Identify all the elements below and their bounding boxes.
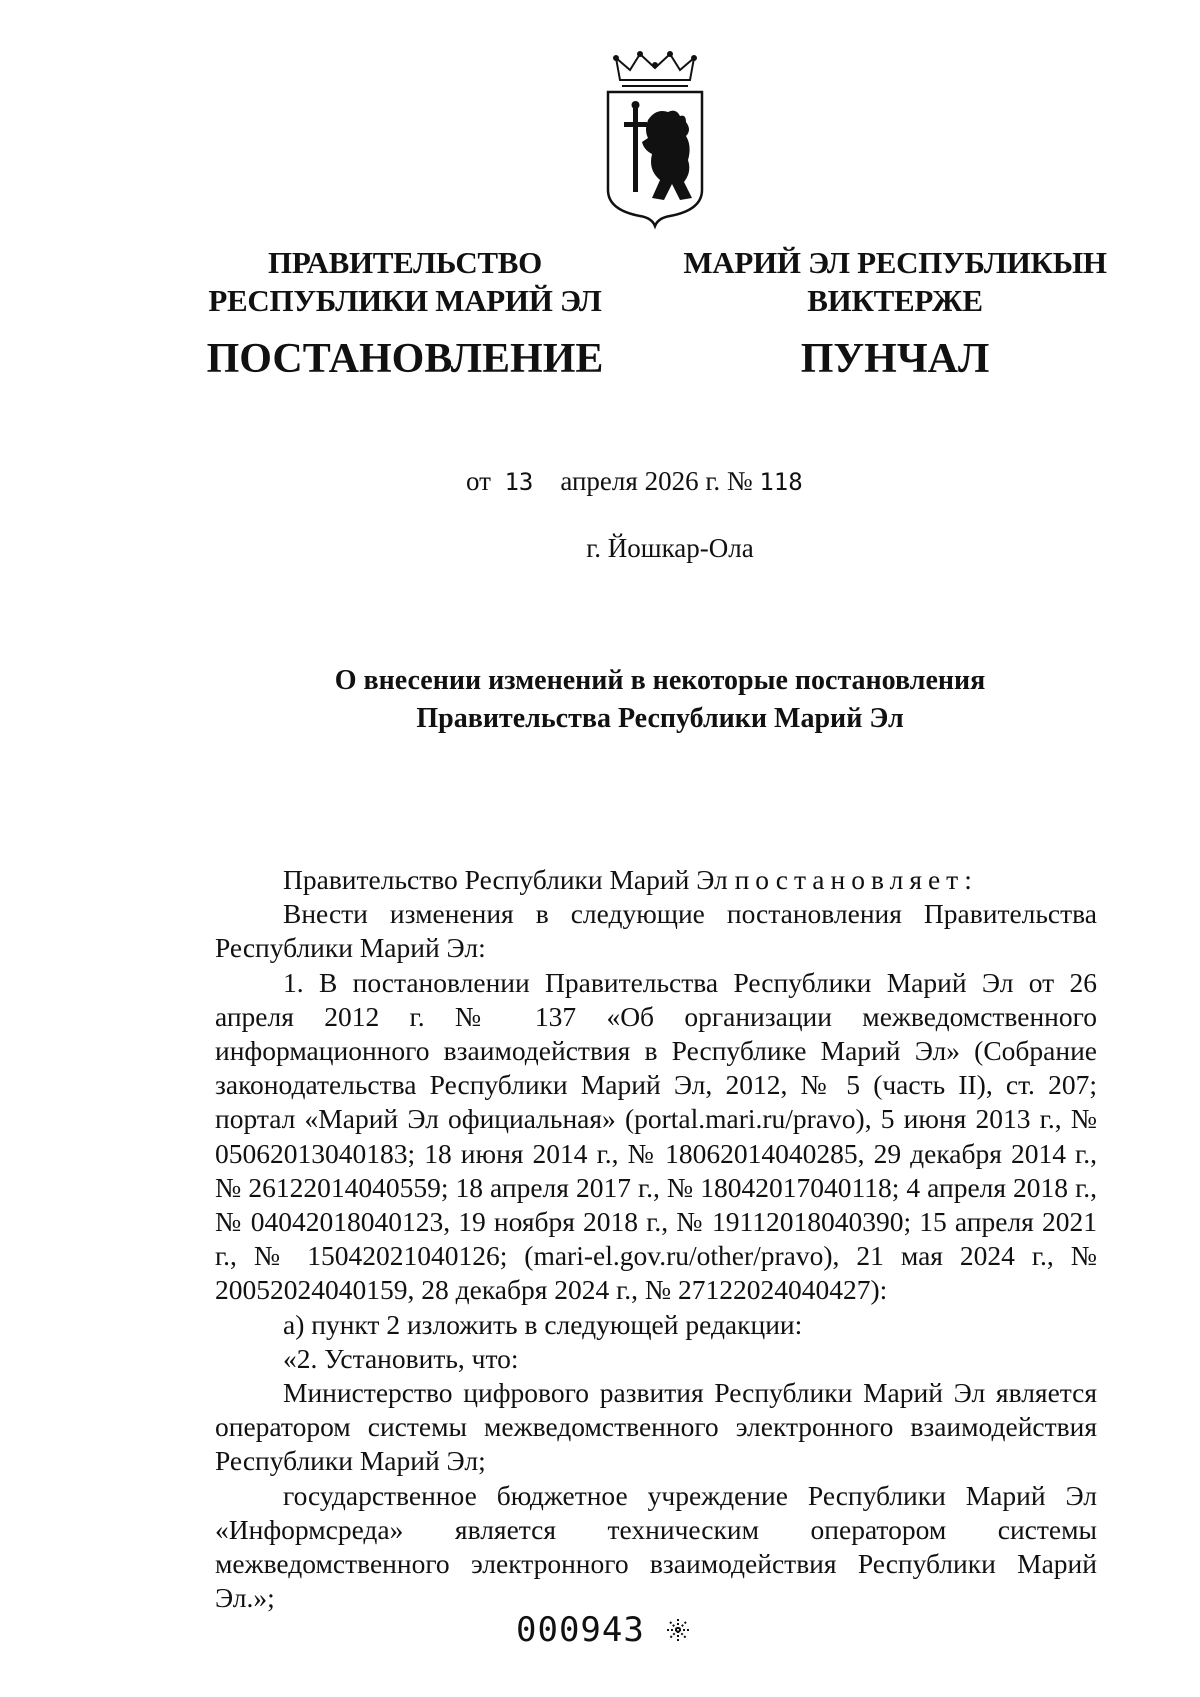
serial-number <box>516 1610 691 1650</box>
date-month-year: апреля 2026 г. № <box>560 466 753 496</box>
title-line1: О внесении изменений в некоторые постановления <box>334 665 986 696</box>
document-number: 118 <box>759 468 803 496</box>
city: г. Йошкар-Ола <box>586 533 754 563</box>
doc-type-ru: ПОСТАНОВЛЕНИЕ <box>206 336 604 382</box>
org-name-mari-line2: ВИКТЕРЖЕ <box>807 283 983 318</box>
coat-of-arms-emblem <box>600 50 710 230</box>
serial-number-text: 000943 <box>516 1610 645 1650</box>
document-date <box>466 466 803 497</box>
body-paragraph: Внести изменения в следующие постановления Правительства Республики Марий Эл: <box>215 898 1097 964</box>
doc-type-mari: ПУНЧАЛ <box>800 336 990 382</box>
body-paragraph: а) пункт 2 изложить в следующей редакции: <box>283 1308 803 1340</box>
body-paragraph: 1. В постановлении Правительства Республики Марий Эл от 26 апреля 2012 г. № 137 «Об организации межведомственного информационного взаимодействия в Республике Марий Эл» (Собрание законодательства Республики Марий Эл, 2012, № 5 (часть II), ст. 207; портал «Марий Эл официальная» (portal.mari.ru/pravo), 5 июня 2013 г., № 05062013040183; 18 июня 2014 г., № 18062014040285, 29 декабря 2014 г., № 26122014040559; 18 апреля 2017 г., № 18042017040118; 4 апреля 2018 г., № 04042018040123, 19 ноября 2018 г., № 19112018040390; 15 апреля 2021 г., № 15042021040126; (mari-el.gov.ru/other/pravo), 21 мая 2024 г., № 20052024040159, 28 декабря 2024 г., № 27122024040427): <box>215 966 1097 1306</box>
header-right <box>670 244 1120 384</box>
title-line2: Правительства Республики Марий Эл <box>416 703 904 734</box>
org-name-ru-line1: ПРАВИТЕЛЬСТВО <box>268 245 542 280</box>
document-title <box>250 662 1070 738</box>
asterisk-mark-icon <box>665 1617 691 1643</box>
document-body <box>215 863 1097 1615</box>
header-left <box>190 244 620 384</box>
body-paragraph: Министерство цифрового развития Республики Марий Эл является оператором системы межведомственного электронного взаимодействия Республики Марий Эл; <box>215 1377 1097 1477</box>
body-paragraph: Правительство Республики Марий Эл постановляет: <box>283 864 978 895</box>
resolves-word: постановляет: <box>734 864 978 895</box>
body-paragraph: «2. Установить, что: <box>283 1342 519 1374</box>
date-day: 13 <box>504 468 534 496</box>
body-paragraph: государственное бюджетное учреждение Республики Марий Эл «Информсреда» является техническим оператором системы межведомственного электронного взаимодействия Республики Марий Эл.»; <box>215 1479 1097 1614</box>
org-name-ru-line2: РЕСПУБЛИКИ МАРИЙ ЭЛ <box>208 283 602 318</box>
date-prefix: от <box>466 466 491 496</box>
org-name-mari-line1: МАРИЙ ЭЛ РЕСПУБЛИКЫН <box>683 245 1107 280</box>
